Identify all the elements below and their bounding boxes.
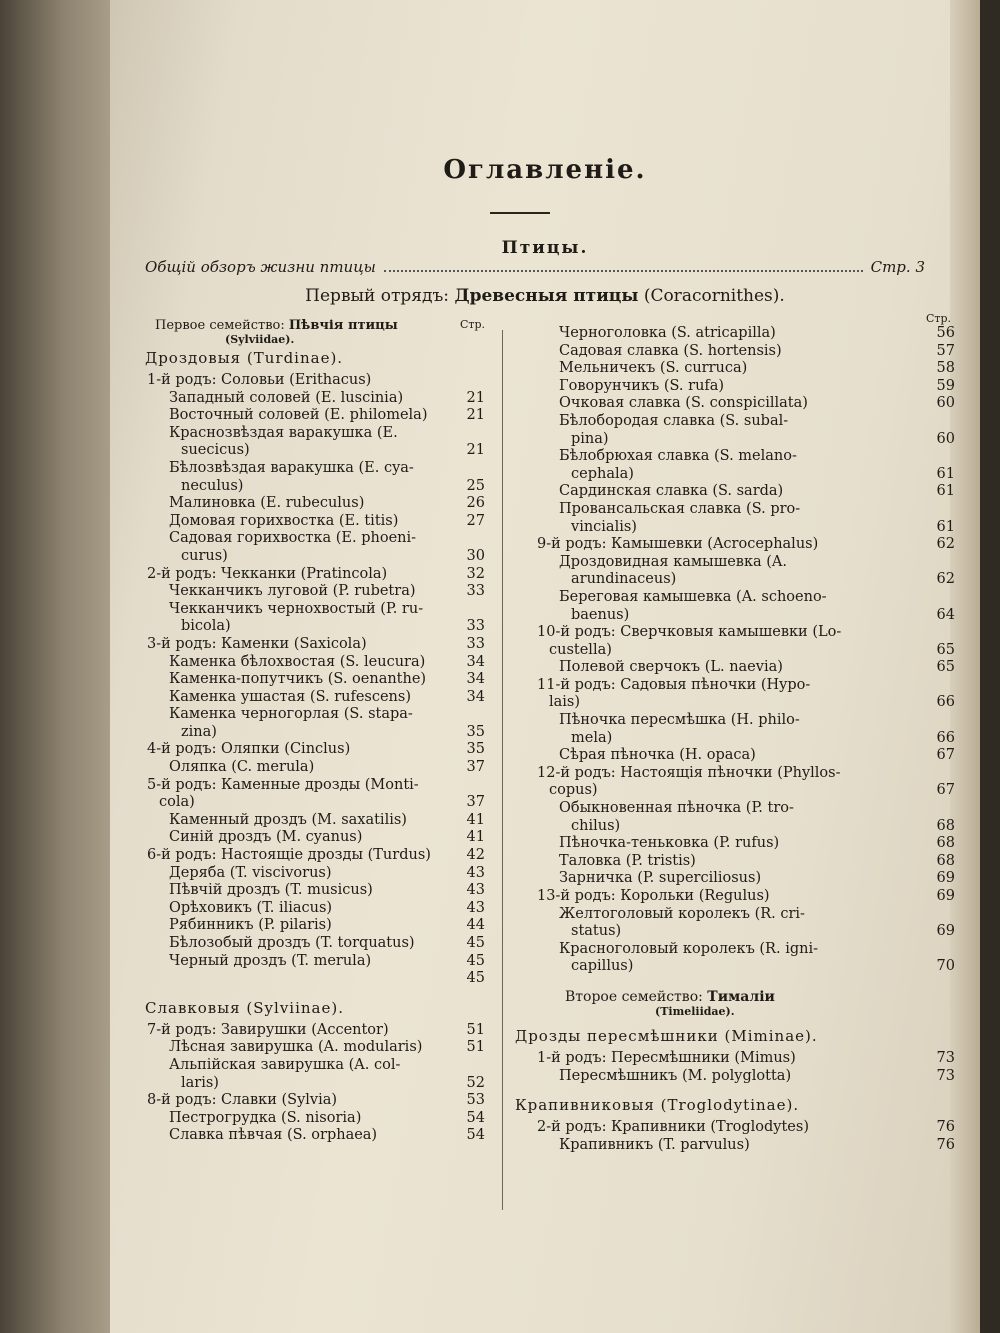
- toc-entry-title: Альпійская завирушка (A. col- laris): [125, 1057, 449, 1092]
- toc-page: 68: [936, 852, 955, 869]
- toc-page: 62: [936, 571, 955, 588]
- family-name: Пѣвчія птицы: [288, 318, 398, 333]
- subfamily-miminae: Дрозды пересмѣшники (Miminae).: [515, 1026, 818, 1045]
- toc-entry-title: 1-й родъ: Соловьи (Erithacus): [147, 372, 372, 388]
- toc-page: 34: [466, 671, 485, 688]
- toc-entry: [125, 671, 485, 689]
- toc-entry-continuation: neculus): [181, 477, 244, 494]
- toc-page: 73: [936, 1049, 955, 1066]
- toc-entry-title: Таловка (P. tristis): [559, 852, 696, 869]
- toc-entry-title: Домовая горихвостка (E. titis): [169, 512, 399, 529]
- order-name: Древесныя птицы: [454, 286, 639, 306]
- toc-entry-title: Крапивникъ (T. parvulus): [559, 1136, 750, 1153]
- toc-entry-title: Орѣховикъ (T. iliacus): [169, 899, 333, 916]
- toc-entry-title: Садовая горихвостка (E. phoeni- curus): [125, 530, 449, 565]
- toc-entry-title: 2-й родъ: Крапивники (Troglodytes): [537, 1119, 809, 1136]
- toc-entry-title: 6-й родъ: Настоящіе дрозды (Turdus): [147, 847, 431, 864]
- toc-entry: [125, 829, 485, 847]
- toc-entry: [515, 1050, 955, 1068]
- page-title: Оглавленіе.: [443, 155, 647, 185]
- toc-entry: [125, 759, 485, 777]
- toc-entry-title: Синій дроздъ (M. cyanus): [169, 829, 363, 846]
- toc-entry: [125, 1022, 485, 1040]
- toc-entry: [125, 654, 485, 672]
- toc-entry-title: Сѣрая пѣночка (H. opaca): [559, 747, 756, 764]
- family2-name: Тималіи: [707, 988, 775, 1005]
- toc-page: 66: [936, 729, 955, 746]
- toc-page: 59: [936, 377, 955, 394]
- family2-label: Второе семейство:: [565, 988, 703, 1005]
- toc-entry-continuation: curus): [181, 547, 228, 564]
- toc-entry-title: Каменка-попутчикъ (S. oenanthe): [169, 671, 427, 688]
- toc-page: 64: [936, 606, 955, 623]
- toc-list-right-3: [515, 1119, 955, 1154]
- toc-page: 37: [466, 759, 485, 776]
- toc-entry-title: Красноголовый королекъ (R. igni- capillus): [515, 941, 919, 976]
- toc-entry-title: Сардинская славка (S. sarda): [559, 483, 784, 500]
- toc-entry: [515, 800, 955, 835]
- toc-entry-title: 3-й родъ: Каменки (Saxicola): [147, 635, 367, 652]
- toc-page: 60: [936, 395, 955, 412]
- title-rule: [490, 212, 550, 214]
- toc-entry: [125, 741, 485, 759]
- toc-page: 62: [936, 536, 955, 553]
- toc-page: 21: [466, 389, 485, 406]
- toc-entry: [515, 835, 955, 853]
- toc-entry-title: 5-й родъ: Каменные дрозды (Monti- cola): [125, 777, 449, 812]
- toc-page: 30: [466, 547, 485, 564]
- toc-page: 33: [466, 583, 485, 600]
- toc-entry-continuation: baenus): [571, 606, 630, 623]
- toc-page: 68: [936, 817, 955, 834]
- toc-entry: [515, 906, 955, 941]
- toc-page: 44: [466, 917, 485, 934]
- toc-page: 69: [936, 888, 955, 904]
- toc-entry-title: 1-й родъ: Пересмѣшники (Mimus): [537, 1049, 796, 1066]
- toc-entry-title: Деряба (T. viscivorus): [169, 864, 332, 881]
- toc-page: 33: [466, 635, 485, 652]
- page-column-label: Стр.: [459, 318, 485, 331]
- toc-entry: [125, 513, 485, 531]
- toc-entry: [125, 777, 485, 812]
- toc-page: 73: [936, 1067, 955, 1084]
- toc-page: 69: [936, 870, 955, 887]
- toc-entry: [125, 900, 485, 918]
- family-label: Первое семейство:: [155, 318, 285, 333]
- toc-entry-title: 7-й родъ: Завирушки (Accentor): [147, 1021, 389, 1038]
- toc-entry: [125, 495, 485, 513]
- toc-page: 26: [466, 495, 485, 512]
- toc-entry-title: Желтоголовый королекъ (R. cri- status): [515, 906, 919, 941]
- toc-entry: [125, 882, 485, 900]
- page-column-label: Стр.: [925, 312, 951, 325]
- toc-entry-continuation: status): [571, 923, 622, 940]
- toc-entry-title: Садовая славка (S. hortensis): [559, 342, 782, 359]
- toc-page: 67: [936, 782, 955, 799]
- toc-page: 41: [466, 811, 485, 828]
- toc-entry: [125, 812, 485, 830]
- subfamily-troglodytinae: Крапивниковыя (Troglodytinae).: [515, 1096, 800, 1115]
- toc-page: 41: [466, 829, 485, 846]
- toc-entry-title: Зарничка (P. superciliosus): [559, 870, 762, 887]
- toc-list-left-2: [125, 1022, 485, 1145]
- family-latin: (Sylviidae).: [225, 333, 295, 346]
- toc-list-left-1: [125, 372, 485, 970]
- toc-page: 56: [936, 325, 955, 341]
- toc-entry: [125, 1110, 485, 1128]
- toc-list-right-2: [515, 1050, 955, 1085]
- overview-entry: [145, 258, 925, 280]
- toc-page: 27: [466, 512, 485, 529]
- family2-header: [515, 990, 955, 1018]
- toc-entry-title: Полевой сверчокъ (L. naevia): [559, 659, 783, 676]
- subfamily-sylviinae: Славковыя (Sylviinae).: [145, 998, 344, 1017]
- toc-entry-title: Провансальская славка (S. pro- vincialis): [515, 501, 919, 536]
- toc-entry-title: Очковая славка (S. conspicillata): [559, 395, 808, 412]
- toc-entry: [515, 941, 955, 976]
- toc-entry: [125, 917, 485, 935]
- toc-entry: [515, 712, 955, 747]
- toc-entry-title: Обыкновенная пѣночка (P. tro- chilus): [515, 800, 919, 835]
- toc-entry-title: Каменка черногорлая (S. stapa- zina): [125, 706, 449, 741]
- toc-entry-title: Пѣвчій дроздъ (T. musicus): [169, 882, 373, 899]
- toc-entry-title: 2-й родъ: Чекканки (Pratincola): [147, 565, 388, 582]
- toc-page: 34: [466, 688, 485, 705]
- toc-entry-title: Рябинникъ (P. pilaris): [169, 917, 332, 934]
- toc-entry-continuation: copus): [549, 782, 598, 799]
- toc-page: 51: [466, 1039, 485, 1056]
- toc-entry-title: Дроздовидная камышевка (A. arundinaceus): [515, 554, 919, 589]
- toc-entry-continuation: vincialis): [571, 518, 637, 535]
- toc-entry: [125, 566, 485, 584]
- toc-entry: [125, 1057, 485, 1092]
- toc-page: 70: [936, 958, 955, 975]
- toc-page: 66: [936, 694, 955, 711]
- toc-page: 61: [936, 483, 955, 500]
- toc-entry-title: Малиновка (E. rubeculus): [169, 495, 365, 512]
- toc-page: 32: [466, 565, 485, 582]
- toc-entry-continuation: mela): [571, 729, 613, 746]
- toc-entry-title: Мельничекъ (S. curruca): [559, 360, 748, 377]
- toc-entry: [515, 483, 955, 501]
- toc-entry-title: Пересмѣшникъ (M. polyglotta): [559, 1067, 792, 1084]
- toc-entry: [515, 395, 955, 413]
- toc-row-extra: [125, 970, 485, 988]
- toc-entry: [515, 870, 955, 888]
- toc-entry: [125, 636, 485, 654]
- toc-entry-continuation: arundinaceus): [571, 571, 677, 588]
- toc-entry-continuation: zina): [181, 723, 217, 740]
- toc-entry-title: Бѣлобородая славка (S. subal- pina): [515, 413, 919, 448]
- toc-entry: [515, 659, 955, 677]
- toc-entry: [125, 1127, 485, 1145]
- right-column: [515, 312, 955, 1154]
- toc-entry: [125, 372, 485, 390]
- toc-entry-continuation: capillus): [571, 958, 634, 975]
- toc-entry-title: Пѣночка пересмѣшка (H. philo- mela): [515, 712, 919, 747]
- toc-page: 37: [466, 794, 485, 811]
- toc-entry-continuation: bicola): [181, 618, 231, 635]
- toc-entry: [515, 1137, 955, 1155]
- toc-entry: [125, 407, 485, 425]
- toc-entry-title: Береговая камышевка (A. schoeno- baenus): [515, 589, 919, 624]
- toc-entry-title: 9-й родъ: Камышевки (Acrocephalus): [537, 536, 819, 553]
- toc-entry-continuation: laris): [181, 1074, 219, 1091]
- toc-entry: [515, 413, 955, 448]
- toc-entry-continuation: cola): [159, 794, 195, 811]
- column-divider: [502, 330, 503, 1210]
- toc-entry-continuation: chilus): [571, 817, 621, 834]
- toc-entry-title: Пестрогрудка (S. nisoria): [169, 1109, 362, 1126]
- toc-page: 21: [466, 442, 485, 459]
- toc-page: 53: [466, 1092, 485, 1109]
- toc-entry: [515, 448, 955, 483]
- toc-entry-title: Бѣлобрюхая славка (S. melano- cephala): [515, 448, 919, 483]
- toc-entry-title: Каменка ушастая (S. rufescens): [169, 688, 411, 705]
- toc-entry: [515, 501, 955, 536]
- toc-page: 43: [466, 882, 485, 899]
- toc-entry: [515, 677, 955, 712]
- leader-dots: [384, 270, 863, 272]
- toc-entry-continuation: lais): [549, 694, 581, 711]
- toc-entry-title: 8-й родъ: Славки (Sylvia): [147, 1092, 338, 1109]
- toc-page: 45: [466, 935, 485, 951]
- toc-page: 58: [936, 360, 955, 377]
- section-heading: Птицы.: [501, 238, 589, 258]
- toc-page: 61: [936, 465, 955, 482]
- toc-entry-title: 12-й родъ: Настоящія пѣночки (Phyllos- copus): [515, 765, 919, 800]
- toc-page: 51: [466, 1021, 485, 1038]
- toc-page: 45: [466, 952, 485, 969]
- toc-entry-continuation: pina): [571, 430, 609, 447]
- toc-entry: [515, 536, 955, 554]
- toc-entry: [125, 953, 485, 971]
- toc-page: 76: [936, 1136, 955, 1153]
- toc-entry-title: Восточный соловей (E. philomela): [169, 407, 428, 424]
- order-latin: (Coracornithes).: [643, 286, 785, 306]
- toc-page: 61: [936, 518, 955, 535]
- toc-page: 43: [466, 899, 485, 916]
- toc-entry-title: Лѣсная завирушка (A. modularis): [169, 1039, 423, 1056]
- toc-entry-title: 10-й родъ: Сверчковыя камышевки (Lo- custella): [515, 624, 919, 659]
- toc-page: 25: [466, 477, 485, 494]
- toc-entry: [125, 935, 485, 953]
- toc-page: 34: [466, 653, 485, 670]
- toc-page: 57: [936, 342, 955, 359]
- toc-entry-title: Каменный дроздъ (M. saxatilis): [169, 811, 407, 828]
- toc-page: 33: [466, 618, 485, 635]
- toc-entry-title: Говорунчикъ (S. rufa): [559, 377, 725, 394]
- toc-page: 68: [936, 835, 955, 852]
- toc-entry-title: Бѣлозвѣздая варакушка (E. cya- neculus): [125, 460, 449, 495]
- toc-page: 65: [936, 659, 955, 676]
- toc-page: 60: [936, 430, 955, 447]
- toc-entry-title: Каменка бѣлохвостая (S. leucura): [169, 653, 426, 670]
- toc-entry: [515, 853, 955, 871]
- toc-entry: [515, 765, 955, 800]
- family-header: [125, 318, 485, 346]
- toc-page: 65: [936, 641, 955, 658]
- toc-page: 35: [466, 723, 485, 740]
- toc-entry-title: Пѣночка-теньковка (P. rufus): [559, 835, 780, 852]
- toc-entry-title: Чекканчикъ луговой (P. rubetra): [169, 583, 416, 600]
- toc-entry: [125, 601, 485, 636]
- toc-entry: [515, 589, 955, 624]
- toc-entry: [125, 689, 485, 707]
- family2-latin: (Timeliidae).: [655, 1004, 735, 1018]
- toc-entry-title: Оляпка (C. merula): [169, 759, 315, 776]
- toc-page: 43: [466, 864, 485, 881]
- subfamily-turdinae: Дроздовыя (Turdinae).: [145, 349, 344, 367]
- left-column: [125, 318, 485, 1145]
- toc-entry-title: Черноголовка (S. atricapilla): [559, 325, 776, 341]
- toc-entry-title: 4-й родъ: Оляпки (Cinclus): [147, 741, 351, 758]
- toc-entry: [125, 425, 485, 460]
- toc-entry: [515, 378, 955, 396]
- toc-entry: [125, 706, 485, 741]
- toc-entry-title: Черный дроздъ (T. merula): [169, 952, 372, 969]
- toc-entry: [125, 390, 485, 408]
- toc-entry: [515, 747, 955, 765]
- toc-page: 45: [466, 970, 485, 987]
- toc-entry-continuation: cephala): [571, 465, 634, 482]
- toc-entry: [125, 530, 485, 565]
- overview-page: Стр. 3: [870, 258, 925, 276]
- toc-page: 54: [466, 1109, 485, 1126]
- toc-entry-title: Бѣлозобый дроздъ (T. torquatus): [169, 935, 415, 951]
- toc-entry-title: Славка пѣвчая (S. orphaea): [169, 1127, 378, 1144]
- toc-entry-title: 11-й родъ: Садовыя пѣночки (Hypo- lais): [515, 677, 919, 712]
- toc-entry-title: Западный соловей (E. luscinia): [169, 389, 404, 406]
- toc-page: 76: [936, 1119, 955, 1136]
- toc-entry: [125, 1039, 485, 1057]
- toc-page: 67: [936, 747, 955, 764]
- overview-label: Общій обзоръ жизни птицы: [145, 258, 376, 276]
- toc-entry: [515, 1119, 955, 1137]
- family-title: [125, 318, 445, 346]
- toc-entry-title: Краснозвѣздая варакушка (E. suecicus): [125, 425, 449, 460]
- book-page: [110, 0, 980, 1333]
- toc-entry: [125, 865, 485, 883]
- toc-entry: [125, 1092, 485, 1110]
- toc-entry: [125, 847, 485, 865]
- toc-entry: [515, 1068, 955, 1086]
- toc-entry: [515, 554, 955, 589]
- toc-entry-title: Чекканчикъ чернохвостый (P. ru- bicola): [125, 601, 449, 636]
- toc-entry: [515, 360, 955, 378]
- order-prefix: Первый отрядъ:: [305, 286, 450, 306]
- toc-entry-continuation: suecicus): [181, 442, 250, 459]
- toc-page: 54: [466, 1127, 485, 1144]
- toc-entry-title: 13-й родъ: Корольки (Regulus): [537, 888, 770, 904]
- toc-page: 52: [466, 1074, 485, 1091]
- toc-entry: [125, 583, 485, 601]
- toc-entry: [515, 325, 955, 343]
- toc-page: 69: [936, 923, 955, 940]
- toc-entry: [515, 343, 955, 361]
- toc-page: 35: [466, 741, 485, 758]
- order-heading: [110, 286, 980, 306]
- toc-entry-continuation: custella): [549, 641, 612, 658]
- toc-page: 42: [466, 847, 485, 864]
- toc-entry: [125, 460, 485, 495]
- toc-page: 21: [466, 407, 485, 424]
- toc-list-right-1: [515, 325, 955, 976]
- toc-entry: [515, 888, 955, 906]
- toc-entry: [515, 624, 955, 659]
